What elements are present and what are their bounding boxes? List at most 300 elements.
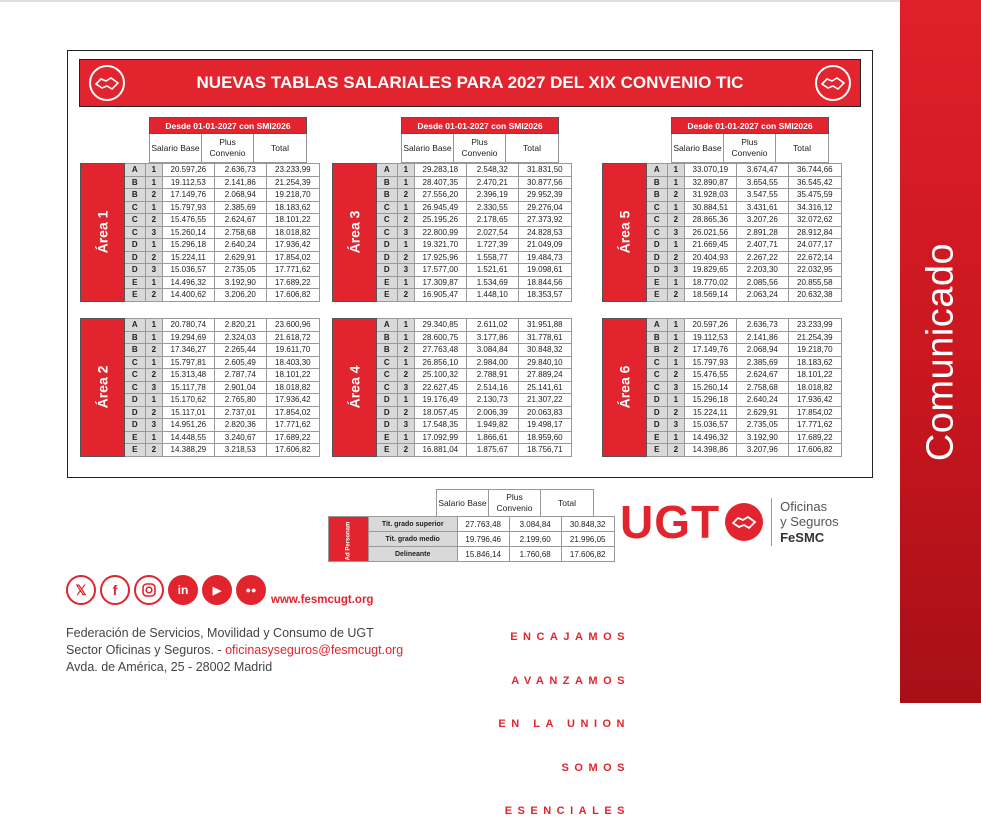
total-cell: 36.744,66 [788, 164, 841, 177]
plus-convenio-cell: 1.866,61 [466, 431, 518, 444]
col-plus-convenio: Plus Convenio [724, 134, 776, 163]
total-cell: 20.632,38 [788, 289, 841, 302]
group-cell: A [646, 164, 667, 177]
website-link[interactable]: www.fesmcugt.org [271, 594, 374, 606]
plus-convenio-cell: 2.629,91 [214, 251, 266, 264]
salario-base-cell: 32.890,87 [684, 176, 736, 189]
group-cell: C [376, 214, 397, 227]
salario-base-cell: 14.398,86 [684, 444, 736, 457]
total-cell: 17.689,22 [266, 431, 319, 444]
salario-base-cell: 14.951,26 [162, 419, 214, 432]
plus-convenio-cell: 1.727,39 [466, 239, 518, 252]
salario-base-cell: 16.905,47 [414, 289, 466, 302]
col-total: Total [776, 134, 829, 163]
level-cell: 1 [667, 176, 684, 189]
salario-base-cell: 19.796,46 [457, 532, 509, 547]
group-cell: C [124, 356, 145, 369]
col-plus-convenio: Plus Convenio [202, 134, 254, 163]
group-cell: D [646, 394, 667, 407]
level-cell: 1 [667, 431, 684, 444]
level-cell: 1 [145, 164, 162, 177]
handshake-icon [89, 65, 125, 101]
group-cell: D [124, 394, 145, 407]
total-cell: 25.141,61 [518, 381, 571, 394]
total-cell: 17.854,02 [788, 406, 841, 419]
area-label: Área 1 [94, 210, 111, 254]
plus-convenio-cell: 2.758,68 [214, 226, 266, 239]
level-cell: 3 [145, 264, 162, 277]
plus-convenio-cell: 2.640,24 [736, 394, 788, 407]
total-cell: 21.254,39 [266, 176, 319, 189]
salario-base-cell: 17.149,76 [162, 189, 214, 202]
table-row [333, 164, 572, 177]
area-label-cell [333, 319, 377, 457]
table-row [333, 319, 572, 332]
group-cell: E [124, 276, 145, 289]
level-cell: 1 [667, 201, 684, 214]
total-cell: 18.844,56 [518, 276, 571, 289]
level-cell: 2 [667, 214, 684, 227]
email-link[interactable]: oficinasyseguros@fesmcugt.org [225, 643, 404, 657]
group-cell: E [376, 276, 397, 289]
group-cell: C [646, 356, 667, 369]
plus-convenio-cell: 2.470,21 [466, 176, 518, 189]
col-total: Total [506, 134, 559, 163]
level-cell: 2 [145, 189, 162, 202]
salario-base-cell: 26.021,56 [684, 226, 736, 239]
footer-line2: Sector Oficinas y Seguros. - oficinasyseguros@fesmcugt.org [66, 643, 404, 657]
plus-convenio-cell: 2.605,49 [214, 356, 266, 369]
group-cell: B [124, 331, 145, 344]
level-cell: 3 [145, 226, 162, 239]
group-cell: E [124, 431, 145, 444]
total-cell: 18.101,22 [266, 369, 319, 382]
salario-base-cell: 15.296,18 [162, 239, 214, 252]
handshake-icon [725, 503, 763, 541]
salario-base-cell: 19.112,53 [684, 331, 736, 344]
total-cell: 32.072,62 [788, 214, 841, 227]
total-cell: 21.618,72 [266, 331, 319, 344]
salario-base-cell: 17.149,76 [684, 344, 736, 357]
youtube-icon[interactable]: ▶ [202, 575, 232, 605]
area-table [80, 163, 320, 302]
group-cell: D [376, 264, 397, 277]
level-cell: 1 [397, 356, 414, 369]
salario-base-cell: 15.296,18 [684, 394, 736, 407]
salario-base-cell: 19.112,53 [162, 176, 214, 189]
plus-convenio-cell: 1.949,82 [466, 419, 518, 432]
top-rule [0, 0, 900, 2]
group-cell: C [376, 381, 397, 394]
total-cell: 18.018,82 [266, 381, 319, 394]
plus-convenio-cell: 2.629,91 [736, 406, 788, 419]
level-cell: 3 [145, 381, 162, 394]
group-cell: D [646, 406, 667, 419]
salario-base-cell: 16.881,04 [414, 444, 466, 457]
plus-convenio-cell: 3.084,84 [466, 344, 518, 357]
plus-convenio-cell: 2.199,60 [509, 532, 561, 547]
salario-base-cell: 30.884,51 [684, 201, 736, 214]
level-cell: 1 [145, 394, 162, 407]
plus-convenio-cell: 3.192,90 [214, 276, 266, 289]
footer-line1: Federación de Servicios, Movilidad y Consumo de UGT [66, 626, 374, 640]
ugt-wordmark: UGT [620, 496, 721, 548]
level-cell: 2 [397, 214, 414, 227]
plus-convenio-cell: 1.558,77 [466, 251, 518, 264]
x-icon[interactable]: 𝕏 [66, 575, 96, 605]
level-cell: 2 [145, 251, 162, 264]
plus-convenio-cell: 2.624,67 [736, 369, 788, 382]
slogan: ENCAJAMOS AVANZAMOS EN LA UNION SOMOS ESENCIALES [498, 631, 630, 817]
level-cell: 2 [145, 289, 162, 302]
area-label: Área 3 [346, 210, 363, 254]
total-cell: 19.218,70 [266, 189, 319, 202]
salario-base-cell: 20.780,74 [162, 319, 214, 332]
group-cell: D [124, 251, 145, 264]
salario-base-cell: 17.309,87 [414, 276, 466, 289]
instagram-icon[interactable] [134, 575, 164, 605]
plus-convenio-cell: 2.765,80 [214, 394, 266, 407]
area-label-cell [333, 164, 377, 302]
group-cell: E [646, 444, 667, 457]
salario-base-cell: 19.829,65 [684, 264, 736, 277]
area-label: Área 2 [94, 365, 111, 409]
plus-convenio-cell: 2.735,05 [214, 264, 266, 277]
total-cell: 17.606,82 [266, 444, 319, 457]
table-row [329, 517, 615, 532]
plus-convenio-cell: 2.758,68 [736, 381, 788, 394]
plus-convenio-cell: 3.207,96 [736, 444, 788, 457]
total-cell: 21.307,22 [518, 394, 571, 407]
total-cell: 18.101,22 [788, 369, 841, 382]
plus-convenio-cell: 2.636,73 [736, 319, 788, 332]
plus-convenio-cell: 3.431,61 [736, 201, 788, 214]
level-cell: 1 [667, 394, 684, 407]
total-cell: 34.316,12 [788, 201, 841, 214]
group-cell: E [646, 431, 667, 444]
group-cell: E [646, 289, 667, 302]
salario-base-cell: 27.556,20 [414, 189, 466, 202]
level-cell: 1 [667, 331, 684, 344]
plus-convenio-cell: 2.407,71 [736, 239, 788, 252]
level-cell: 1 [397, 276, 414, 289]
total-cell: 30.848,32 [518, 344, 571, 357]
group-cell: A [376, 164, 397, 177]
facebook-icon[interactable]: f [100, 575, 130, 605]
total-cell: 18.183,62 [266, 201, 319, 214]
linkedin-icon[interactable]: in [168, 575, 198, 605]
plus-convenio-cell: 2.514,16 [466, 381, 518, 394]
level-cell: 2 [667, 344, 684, 357]
group-cell: E [124, 444, 145, 457]
plus-convenio-cell: 1.875,67 [466, 444, 518, 457]
plus-convenio-cell: 2.141,86 [736, 331, 788, 344]
level-cell: 1 [397, 164, 414, 177]
level-cell: 2 [145, 344, 162, 357]
salario-base-cell: 19.294,69 [162, 331, 214, 344]
group-cell: B [646, 331, 667, 344]
total-cell: 21.049,09 [518, 239, 571, 252]
total-cell: 17.606,82 [266, 289, 319, 302]
level-cell: 1 [667, 356, 684, 369]
table-header [149, 117, 307, 163]
plus-convenio-cell: 2.640,24 [214, 239, 266, 252]
salario-base-cell: 29.283,18 [414, 164, 466, 177]
group-cell: B [124, 176, 145, 189]
level-cell: 1 [145, 431, 162, 444]
total-cell: 31.778,61 [518, 331, 571, 344]
group-cell: D [646, 251, 667, 264]
salario-base-cell: 15.797,93 [162, 201, 214, 214]
salario-base-cell: 19.176,49 [414, 394, 466, 407]
plus-convenio-cell: 2.006,39 [466, 406, 518, 419]
plus-convenio-cell: 2.820,36 [214, 419, 266, 432]
group-cell: D [376, 406, 397, 419]
total-cell: 30.877,56 [518, 176, 571, 189]
salario-base-cell: 19.321,70 [414, 239, 466, 252]
total-cell: 18.756,71 [518, 444, 571, 457]
salario-base-cell: 31.928,03 [684, 189, 736, 202]
level-cell: 2 [397, 251, 414, 264]
level-cell: 1 [145, 276, 162, 289]
group-cell: D [646, 239, 667, 252]
col-salario-base: Salario Base [437, 490, 489, 517]
sidebar-band [900, 0, 981, 703]
level-cell: 1 [397, 319, 414, 332]
level-cell: 2 [667, 251, 684, 264]
plus-convenio-cell: 2.385,69 [736, 356, 788, 369]
total-cell: 18.353,57 [518, 289, 571, 302]
plus-convenio-cell: 2.788,91 [466, 369, 518, 382]
total-cell: 30.848,32 [561, 517, 614, 532]
plus-convenio-cell: 2.265,44 [214, 344, 266, 357]
salario-base-cell: 15.224,11 [684, 406, 736, 419]
plus-convenio-cell: 2.735,05 [736, 419, 788, 432]
group-cell: B [646, 189, 667, 202]
group-cell: B [124, 189, 145, 202]
total-cell: 17.606,82 [561, 547, 614, 562]
level-cell: 1 [667, 239, 684, 252]
level-cell: 2 [397, 406, 414, 419]
level-cell: 3 [397, 264, 414, 277]
level-cell: 3 [145, 419, 162, 432]
level-cell: 2 [145, 369, 162, 382]
col-total: Total [254, 134, 307, 163]
plus-convenio-cell: 2.178,65 [466, 214, 518, 227]
plus-convenio-cell: 2.737,01 [214, 406, 266, 419]
total-cell: 29.276,04 [518, 201, 571, 214]
col-salario-base: Salario Base [150, 134, 202, 163]
salario-base-cell: 15.036,57 [162, 264, 214, 277]
total-cell: 18.183,62 [788, 356, 841, 369]
plus-convenio-cell: 3.084,84 [509, 517, 561, 532]
footer-line3: Avda. de América, 25 - 28002 Madrid [66, 660, 273, 674]
plus-convenio-cell: 2.787,74 [214, 369, 266, 382]
plus-convenio-cell: 2.611,02 [466, 319, 518, 332]
period-header: Desde 01-01-2027 con SMI2026 [402, 118, 559, 134]
level-cell: 1 [145, 331, 162, 344]
salario-base-cell: 14.388,29 [162, 444, 214, 457]
plus-convenio-cell: 2.820,21 [214, 319, 266, 332]
salario-base-cell: 33.070,19 [684, 164, 736, 177]
salario-base-cell: 15.846,14 [457, 547, 509, 562]
plus-convenio-cell: 2.385,69 [214, 201, 266, 214]
table-row [81, 319, 320, 332]
plus-convenio-cell: 2.068,94 [214, 189, 266, 202]
group-cell: E [376, 289, 397, 302]
total-cell: 19.484,73 [518, 251, 571, 264]
plus-convenio-cell: 2.141,86 [214, 176, 266, 189]
total-cell: 17.936,42 [788, 394, 841, 407]
salary-tables-frame [67, 50, 873, 478]
total-cell: 18.403,30 [266, 356, 319, 369]
area-label: Área 6 [616, 365, 633, 409]
salario-base-cell: 15.476,55 [684, 369, 736, 382]
salario-base-cell: 14.496,32 [162, 276, 214, 289]
total-cell: 23.600,96 [266, 319, 319, 332]
table-row [81, 164, 320, 177]
social-icons [66, 575, 266, 605]
level-cell: 1 [145, 201, 162, 214]
group-cell: E [646, 276, 667, 289]
plus-convenio-cell: 2.636,73 [214, 164, 266, 177]
col-plus-convenio: Plus Convenio [454, 134, 506, 163]
salario-base-cell: 14.496,32 [684, 431, 736, 444]
area-label-cell [81, 319, 125, 457]
level-cell: 1 [397, 431, 414, 444]
salario-base-cell: 22.800,99 [414, 226, 466, 239]
group-cell: D [646, 264, 667, 277]
salario-base-cell: 15.224,11 [162, 251, 214, 264]
total-cell: 36.545,42 [788, 176, 841, 189]
salario-base-cell: 28.865,36 [684, 214, 736, 227]
plus-convenio-cell: 2.267,22 [736, 251, 788, 264]
plus-convenio-cell: 3.218,53 [214, 444, 266, 457]
area-label: Área 4 [346, 365, 363, 409]
group-cell: C [124, 201, 145, 214]
total-cell: 27.889,24 [518, 369, 571, 382]
col-plus-convenio: Plus Convenio [489, 490, 541, 517]
plus-convenio-cell: 3.207,26 [736, 214, 788, 227]
level-cell: 2 [667, 406, 684, 419]
total-cell: 17.771,62 [788, 419, 841, 432]
plus-convenio-cell: 3.192,90 [736, 431, 788, 444]
group-cell: B [124, 344, 145, 357]
total-cell: 27.373,92 [518, 214, 571, 227]
plus-convenio-cell: 2.324,03 [214, 331, 266, 344]
level-cell: 1 [667, 319, 684, 332]
salario-base-cell: 15.260,14 [162, 226, 214, 239]
table-row [603, 164, 842, 177]
total-cell: 17.606,82 [788, 444, 841, 457]
group-cell: A [124, 164, 145, 177]
logo-divider [771, 498, 772, 546]
group-cell: C [124, 214, 145, 227]
total-cell: 29.840,10 [518, 356, 571, 369]
total-cell: 17.689,22 [788, 431, 841, 444]
salario-base-cell: 15.170,62 [162, 394, 214, 407]
level-cell: 1 [145, 356, 162, 369]
flickr-icon[interactable]: ●● [236, 575, 266, 605]
salario-base-cell: 22.627,45 [414, 381, 466, 394]
total-cell: 17.936,42 [266, 394, 319, 407]
group-cell: B [376, 189, 397, 202]
total-cell: 19.098,61 [518, 264, 571, 277]
plus-convenio-cell: 2.085,56 [736, 276, 788, 289]
plus-convenio-cell: 2.901,04 [214, 381, 266, 394]
total-cell: 20.063,83 [518, 406, 571, 419]
level-cell: 3 [397, 226, 414, 239]
category-cell: Delineante [368, 547, 457, 562]
group-cell: C [646, 226, 667, 239]
salario-base-cell: 15.117,01 [162, 406, 214, 419]
level-cell: 3 [667, 381, 684, 394]
total-cell: 21.254,39 [788, 331, 841, 344]
total-cell: 28.912,84 [788, 226, 841, 239]
level-cell: 1 [397, 394, 414, 407]
total-cell: 17.689,22 [266, 276, 319, 289]
total-cell: 18.101,22 [266, 214, 319, 227]
salario-base-cell: 29.340,85 [414, 319, 466, 332]
plus-convenio-cell: 3.206,20 [214, 289, 266, 302]
total-cell: 18.959,60 [518, 431, 571, 444]
plus-convenio-cell: 2.891,28 [736, 226, 788, 239]
total-cell: 17.936,42 [266, 239, 319, 252]
group-cell: D [124, 264, 145, 277]
ugt-logo [620, 495, 839, 549]
level-cell: 1 [145, 319, 162, 332]
ad-personam-label: Ad Personam [345, 521, 352, 560]
salario-base-cell: 25.195,26 [414, 214, 466, 227]
salario-base-cell: 17.548,35 [414, 419, 466, 432]
level-cell: 3 [397, 419, 414, 432]
salario-base-cell: 27.763,48 [414, 344, 466, 357]
level-cell: 3 [667, 226, 684, 239]
total-cell: 18.018,82 [788, 381, 841, 394]
level-cell: 3 [667, 419, 684, 432]
salario-base-cell: 27.763,48 [457, 517, 509, 532]
total-cell: 29.952,39 [518, 189, 571, 202]
group-cell: D [124, 406, 145, 419]
plus-convenio-cell: 2.396,19 [466, 189, 518, 202]
level-cell: 2 [397, 369, 414, 382]
area-label-cell [603, 164, 647, 302]
salario-base-cell: 17.092,99 [414, 431, 466, 444]
level-cell: 1 [397, 239, 414, 252]
col-salario-base: Salario Base [672, 134, 724, 163]
level-cell: 2 [667, 444, 684, 457]
salario-base-cell: 20.597,26 [162, 164, 214, 177]
total-cell: 22.672,14 [788, 251, 841, 264]
salario-base-cell: 26.945,49 [414, 201, 466, 214]
table-row [329, 547, 615, 562]
plus-convenio-cell: 2.130,73 [466, 394, 518, 407]
group-cell: A [124, 319, 145, 332]
total-cell: 17.771,62 [266, 264, 319, 277]
salario-base-cell: 28.407,35 [414, 176, 466, 189]
level-cell: 2 [145, 214, 162, 227]
level-cell: 1 [397, 201, 414, 214]
group-cell: C [124, 226, 145, 239]
page-title: NUEVAS TABLAS SALARIALES PARA 2027 DEL XIX CONVENIO TIC [196, 73, 744, 92]
group-cell: C [646, 381, 667, 394]
footer-address [66, 625, 403, 676]
group-cell: D [124, 419, 145, 432]
plus-convenio-cell: 1.521,61 [466, 264, 518, 277]
salario-base-cell: 15.036,57 [684, 419, 736, 432]
total-cell: 17.771,62 [266, 419, 319, 432]
salario-base-cell: 15.260,14 [684, 381, 736, 394]
